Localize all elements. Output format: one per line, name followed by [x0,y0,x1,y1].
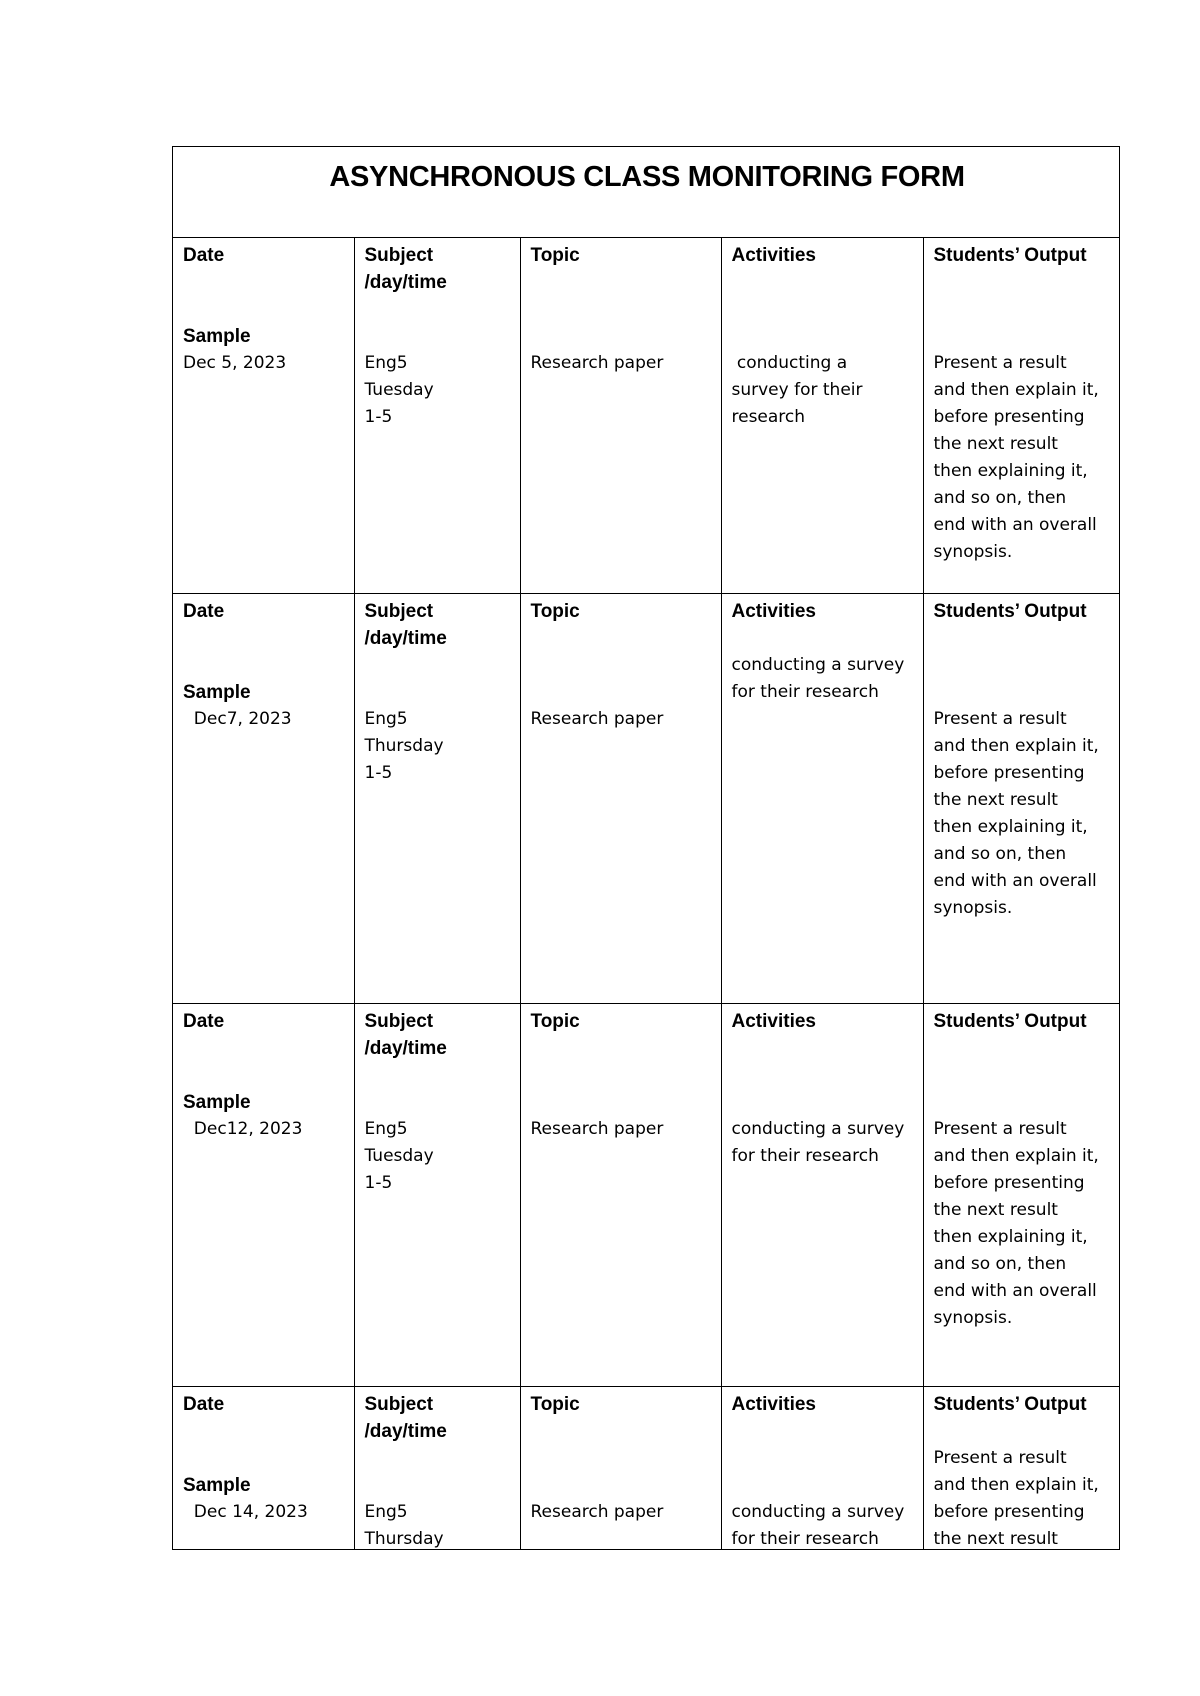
activities-line: conducting a [731,353,848,373]
subject-header-sub: /day/time [364,1038,447,1059]
date-cell [173,594,354,1004]
output-line: then explaining it, [933,461,1088,481]
day-value: Thursday [364,736,444,756]
output-line: synopsis. [933,542,1013,562]
activities-header: Activities [731,1011,816,1032]
subject-header-sub: /day/time [364,272,447,293]
topic-value: Research paper [530,709,664,729]
topic-header: Topic [530,1011,580,1032]
activities-line: conducting a survey [731,655,905,675]
time-value: 1-5 [364,407,393,427]
output-header: Students’ Output [933,1394,1087,1415]
subject-cell [354,1387,520,1551]
output-line: and so on, then [933,1254,1067,1274]
output-line: and then explain it, [933,380,1099,400]
subject-cell [354,594,520,1004]
output-line: the next result [933,1200,1058,1220]
date-header: Date [183,601,225,622]
activities-line: for their research [731,1529,879,1549]
topic-value: Research paper [530,1502,664,1522]
output-line: synopsis. [933,1308,1013,1328]
activities-cell [721,238,923,594]
date-value: Dec12, 2023 [183,1119,303,1139]
subject-header: Subject [364,1011,434,1032]
table-row [173,1387,1120,1551]
output-line: Present a result [933,1119,1067,1139]
day-value: Tuesday [364,1146,434,1166]
topic-value: Research paper [530,1119,664,1139]
output-line: and then explain it, [933,736,1099,756]
subject-header: Subject [364,1394,434,1415]
activities-line: research [731,407,806,427]
output-line: Present a result [933,709,1067,729]
activities-cell [721,1004,923,1387]
output-cell [923,1004,1120,1387]
activities-line: for their research [731,1146,879,1166]
activities-header: Activities [731,1394,816,1415]
date-value: Dec7, 2023 [183,709,292,729]
date-cell [173,1387,354,1551]
table-row [173,594,1120,1004]
monitoring-form-sheet [172,146,1120,1550]
topic-cell [520,1004,721,1387]
subject-cell [354,1004,520,1387]
title-row [173,147,1120,238]
output-line: Present a result [933,353,1067,373]
output-line: then explaining it, [933,817,1088,837]
topic-header: Topic [530,1394,580,1415]
date-cell [173,1004,354,1387]
subject-value: Eng5 [364,1119,408,1139]
output-line: the next result [933,1529,1058,1549]
topic-header: Topic [530,245,580,266]
sample-label: Sample [183,1092,251,1113]
sample-label: Sample [183,326,251,347]
activities-header: Activities [731,601,816,622]
subject-header: Subject [364,245,434,266]
time-value: 1-5 [364,1173,393,1193]
output-line: before presenting [933,1173,1085,1193]
activities-header: Activities [731,245,816,266]
date-header: Date [183,1394,225,1415]
subject-header-sub: /day/time [364,628,447,649]
activities-line: for their research [731,682,879,702]
output-cell [923,594,1120,1004]
output-header: Students’ Output [933,245,1087,266]
activities-cell [721,594,923,1004]
output-line: end with an overall [933,871,1097,891]
subject-value: Eng5 [364,709,408,729]
activities-cell [721,1387,923,1551]
output-line: the next result [933,434,1058,454]
output-line: and then explain it, [933,1475,1099,1495]
date-header: Date [183,245,225,266]
subject-value: Eng5 [364,353,408,373]
output-line: the next result [933,790,1058,810]
topic-cell [520,238,721,594]
output-line: end with an overall [933,1281,1097,1301]
activities-line: survey for their [731,380,863,400]
output-header: Students’ Output [933,1011,1087,1032]
output-cell [923,238,1120,594]
form-title: ASYNCHRONOUS CLASS MONITORING FORM [329,161,965,193]
date-header: Date [183,1011,225,1032]
output-line: and so on, then [933,488,1067,508]
topic-header: Topic [530,601,580,622]
table-row [173,238,1120,594]
table-row [173,1004,1120,1387]
subject-value: Eng5 [364,1502,408,1522]
output-line: synopsis. [933,898,1013,918]
topic-cell [520,1387,721,1551]
topic-cell [520,594,721,1004]
output-line: before presenting [933,1502,1085,1522]
subject-header-sub: /day/time [364,1421,447,1442]
output-line: before presenting [933,763,1085,783]
monitoring-form-table [173,147,1120,1550]
subject-header: Subject [364,601,434,622]
output-line: and then explain it, [933,1146,1099,1166]
day-value: Thursday [364,1529,444,1549]
output-line: before presenting [933,407,1085,427]
sample-label: Sample [183,1475,251,1496]
date-value: Dec 5, 2023 [183,353,287,373]
output-line: and so on, then [933,844,1067,864]
output-line: end with an overall [933,515,1097,535]
day-value: Tuesday [364,380,434,400]
date-value: Dec 14, 2023 [183,1502,308,1522]
title-cell [173,147,1120,238]
subject-cell [354,238,520,594]
output-cell [923,1387,1120,1551]
activities-line: conducting a survey [731,1119,905,1139]
output-line: then explaining it, [933,1227,1088,1247]
topic-value: Research paper [530,353,664,373]
activities-line: conducting a survey [731,1502,905,1522]
sample-label: Sample [183,682,251,703]
output-line: Present a result [933,1448,1067,1468]
output-header: Students’ Output [933,601,1087,622]
time-value: 1-5 [364,763,393,783]
date-cell [173,238,354,594]
